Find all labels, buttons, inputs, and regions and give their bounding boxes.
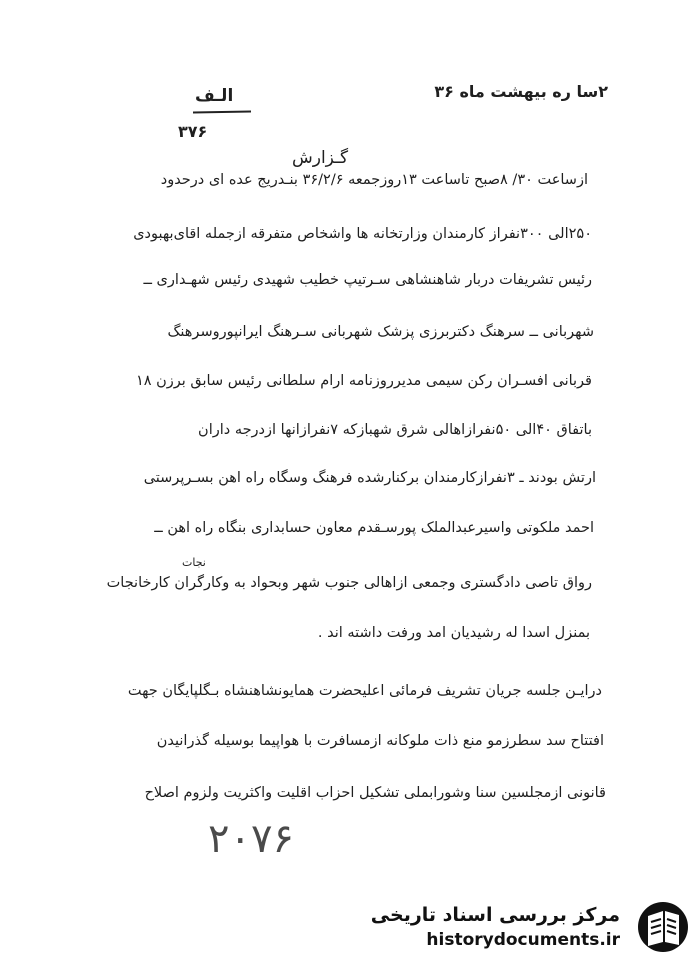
watermark-url: historydocuments.ir <box>426 930 620 950</box>
body-line: رئیس تشریفات دربار شاهنشاهی سـرتیپ خطیب شهیدی رئیس شهـداری ــ <box>143 272 592 288</box>
body-line: ارتش بودند ـ ۳نفرازکارمندان برکنارشده فرهنگ وسگاه راه اهن بسـرپرستی <box>143 470 596 486</box>
document-number: ۳۷۶ <box>178 122 208 141</box>
body-line: ازساعت ۳۰/ ۸صبح تاساعت ۱۳روزجمعه ۳۶/۲/۶ بنـدریج عده ای درحدود <box>160 172 588 188</box>
body-line: رواق تاصی دادگستری وجمعی ازاهالی جنوب شهر وبحواد به وکارگران کارخانجات <box>106 575 592 591</box>
body-line: بمنزل اسدا له رشیدیان امد ورفت داشته اند . <box>317 625 590 641</box>
body-line: افتتاح سد سطرزمو منع ذات ملوکانه ازمسافرت با هواپیما بوسیله گذرانیدن <box>156 733 604 749</box>
body-line: درایـن جلسه جریان تشریف فرمائی اعلیحضرت همایونشاهنشاه بـگلپایگان جهت <box>127 683 602 699</box>
classification-label: الـف <box>195 86 234 106</box>
interlinear-note: نجات <box>182 556 206 569</box>
body-line: قانونی ازمجلسین سنا وشورابملی تشکیل احزاب اقلیت واکثریت ولزوم اصلاح <box>144 785 606 801</box>
body-line: ۲۵۰الی ۳۰۰نفراز کارمندان وزارتخانه ها واشخاص متفرقه ازجمله اقای‌بهبودی <box>133 226 592 242</box>
body-line: باتفاق ۴۰الی ۵۰نفرازاهالی شرق شهبازکه ۷نفرازانها ازدرجه داران <box>198 422 592 438</box>
watermark-name: مرکز بررسی اسناد تاریخی <box>370 904 620 926</box>
classification-underline <box>193 110 251 113</box>
handwritten-page-number: ۲۰۷۶ <box>208 816 294 862</box>
body-line: احمد ملکوتی واسیرعبدالملک پورسـقدم معاون حسابداری بنگاه راه اهن ــ <box>154 520 594 536</box>
body-line: قربانی افسـران رکن سیمی مدیرروزنامه ارام سلطانی رئیس سابق برزن ۱۸ <box>135 373 592 389</box>
archive-logo-icon <box>636 900 690 954</box>
document-date: ۲سا ره بیهشت ماه ۳۶ <box>434 82 608 101</box>
body-line: شهربانی ــ سرهنگ دکتربرزی پزشک شهربانی سـرهنگ ایرانپوروسرهنگ <box>167 324 594 340</box>
report-title: گـزارش <box>292 148 349 168</box>
